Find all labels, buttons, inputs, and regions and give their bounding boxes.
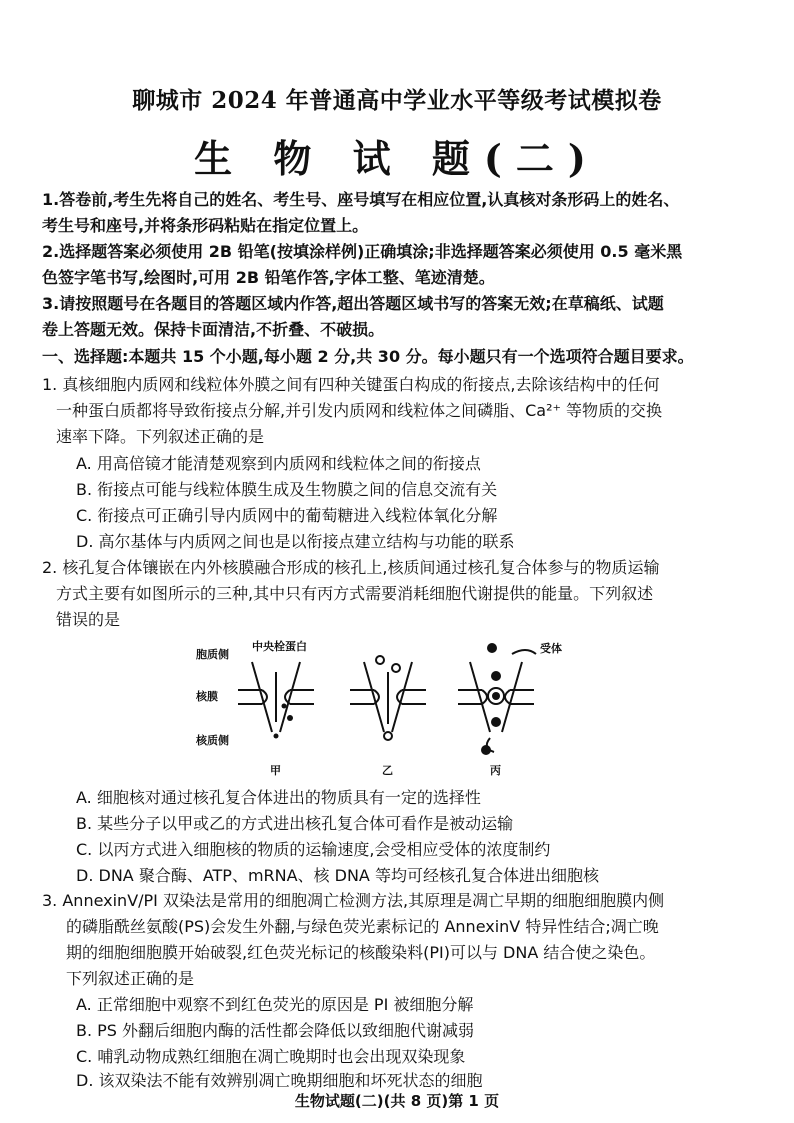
nuclear-membrane-label: 核膜 bbox=[196, 690, 218, 703]
pore-bing-shape bbox=[458, 650, 536, 752]
pore-bing-label: 丙 bbox=[490, 764, 501, 777]
cytoplasm-side-label: 胞质侧 bbox=[196, 648, 229, 661]
instruction-line: 色签字笔书写,绘图时,可用 2B 铅笔作答,字体工整、笔迹清楚。 bbox=[42, 268, 495, 287]
question-stem: 下列叙述正确的是 bbox=[66, 969, 195, 988]
nuclear-pore-figure bbox=[190, 632, 610, 782]
question-stem: 方式主要有如图所示的三种,其中只有丙方式需要消耗细胞代谢提供的能量。下列叙述 bbox=[56, 584, 654, 603]
option-d: D. DNA 聚合酶、ATP、mRNA、核 DNA 等均可经核孔复合体进出细胞核 bbox=[76, 866, 599, 885]
pore-jia-shape bbox=[238, 662, 314, 732]
option-a: A. 正常细胞中观察不到红色荧光的原因是 PI 被细胞分解 bbox=[76, 995, 474, 1014]
option-c: C. 衔接点可正确引导内质网中的葡萄糖进入线粒体氧化分解 bbox=[76, 506, 498, 525]
instruction-line: 2.选择题答案必须使用 2B 铅笔(按填涂样例)正确填涂;非选择题答案必须使用 0.5 毫米黑 bbox=[42, 242, 683, 261]
exam-subtitle: 生 物 试 题(二) bbox=[194, 136, 600, 181]
question-stem: 2. 核孔复合体镶嵌在内外核膜融合形成的核孔上,核质间通过核孔复合体参与的物质运输 bbox=[42, 558, 660, 577]
option-b: B. 某些分子以甲或乙的方式进出核孔复合体可看作是被动运输 bbox=[76, 814, 514, 833]
question-stem: 1. 真核细胞内质网和线粒体外膜之间有四种关键蛋白构成的衔接点,去除该结构中的任何 bbox=[42, 375, 660, 394]
option-a: A. 细胞核对通过核孔复合体进出的物质具有一定的选择性 bbox=[76, 788, 481, 807]
question-stem: 错误的是 bbox=[56, 610, 121, 629]
option-b: B. PS 外翻后细胞内酶的活性都会降低以致细胞代谢减弱 bbox=[76, 1021, 475, 1040]
pore-yi-label: 乙 bbox=[382, 764, 393, 777]
question-stem: 的磷脂酰丝氨酸(PS)会发生外翻,与绿色荧光素标记的 AnnexinV 特异性结合;凋亡晚 bbox=[66, 917, 659, 936]
question-stem: 3. AnnexinV/PI 双染法是常用的细胞凋亡检测方法,其原理是凋亡早期的细胞细胞膜内侧 bbox=[42, 891, 665, 910]
pore-bing-cargo bbox=[481, 643, 501, 755]
central-plug-label: 中央栓蛋白 bbox=[252, 640, 307, 653]
section-heading: 一、选择题:本题共 15 个小题,每小题 2 分,共 30 分。每小题只有一个选项符合题目要求。 bbox=[42, 347, 694, 366]
instruction-line: 考生号和座号,并将条形码粘贴在指定位置上。 bbox=[42, 216, 369, 235]
instruction-line: 3.请按照题号在各题目的答题区域内作答,超出答题区域书写的答案无效;在草稿纸、试题 bbox=[42, 294, 664, 313]
option-c: C. 以丙方式进入细胞核的物质的运输速度,会受相应受体的浓度制约 bbox=[76, 840, 551, 859]
question-stem: 速率下降。下列叙述正确的是 bbox=[56, 427, 265, 446]
option-b: B. 衔接点可能与线粒体膜生成及生物膜之间的信息交流有关 bbox=[76, 480, 498, 499]
instruction-line: 1.答卷前,考生先将自己的姓名、考生号、座号填写在相应位置,认真核对条形码上的姓名、 bbox=[42, 190, 680, 209]
pore-yi-shape bbox=[350, 656, 426, 740]
page-footer: 生物试题(二)(共 8 页)第 1 页 bbox=[294, 1092, 500, 1110]
pore-jia-label: 甲 bbox=[270, 764, 281, 777]
option-c: C. 哺乳动物成熟红细胞在凋亡晚期时也会出现双染现象 bbox=[76, 1047, 466, 1066]
question-stem: 期的细胞细胞膜开始破裂,红色荧光标记的核酸染料(PI)可以与 DNA 结合使之染色。 bbox=[66, 943, 656, 962]
instruction-line: 卷上答题无效。保持卡面清洁,不折叠、不破损。 bbox=[42, 320, 385, 339]
receptor-label: 受体 bbox=[540, 642, 562, 655]
option-d: D. 该双染法不能有效辨别凋亡晚期细胞和坏死状态的细胞 bbox=[76, 1071, 483, 1090]
option-d: D. 高尔基体与内质网之间也是以衔接点建立结构与功能的联系 bbox=[76, 532, 515, 551]
question-stem: 一种蛋白质都将导致衔接点分解,并引发内质网和线粒体之间磷脂、Ca²⁺ 等物质的交换 bbox=[56, 401, 663, 420]
option-a: A. 用高倍镜才能清楚观察到内质网和线粒体之间的衔接点 bbox=[76, 454, 481, 473]
exam-title: 聊城市 2024 年普通高中学业水平等级考试模拟卷 bbox=[132, 87, 662, 114]
nucleoplasm-side-label: 核质侧 bbox=[196, 734, 229, 747]
